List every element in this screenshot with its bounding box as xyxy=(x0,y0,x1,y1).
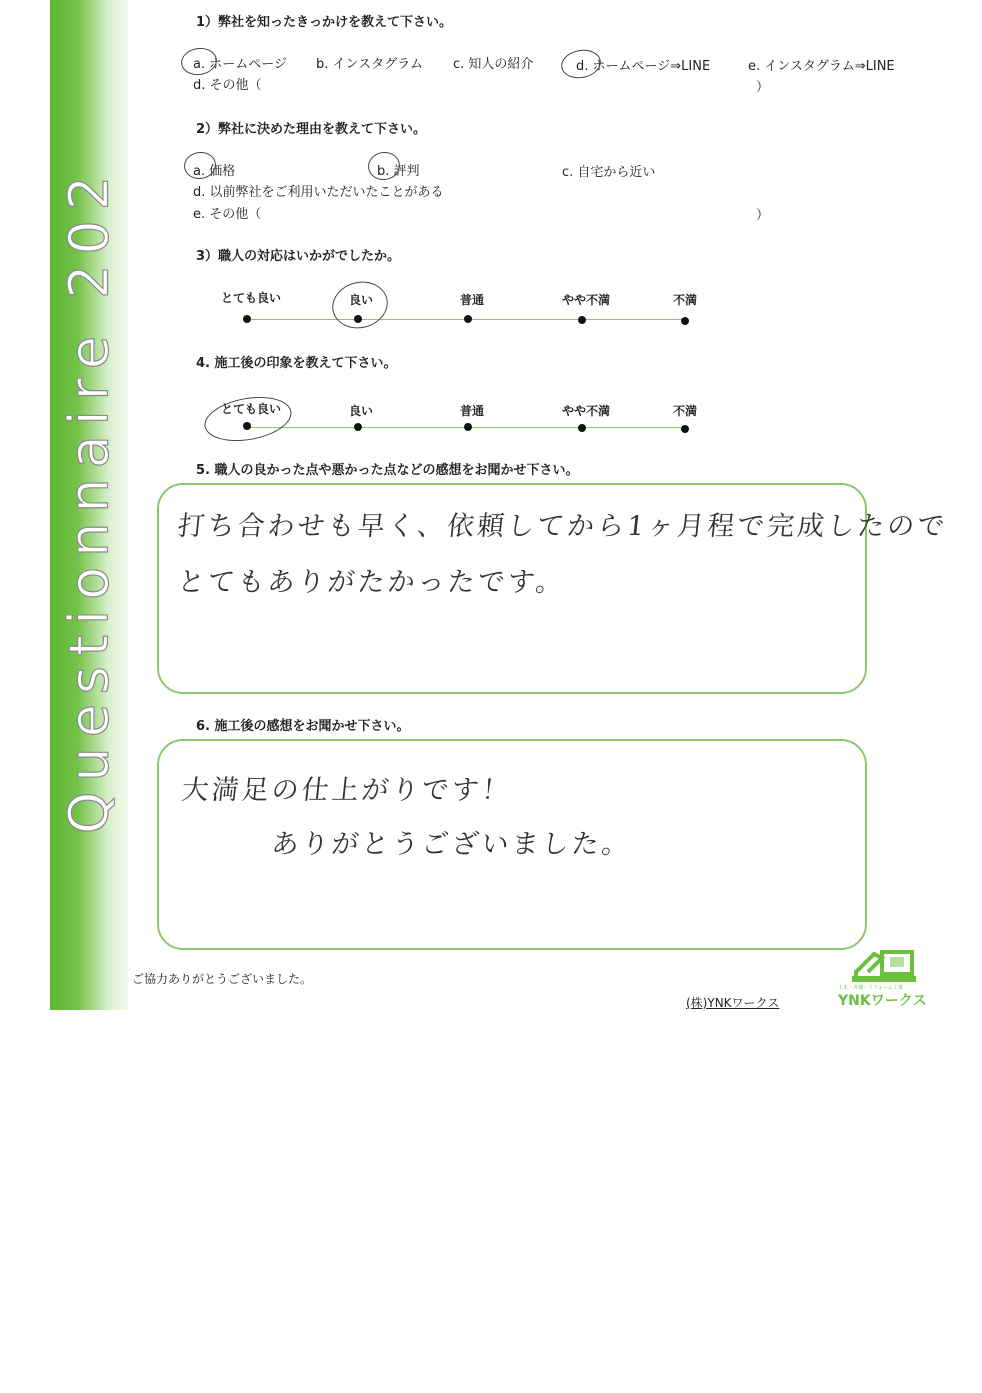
q2-option-a[interactable]: a. 価格 xyxy=(193,164,236,179)
q4-scale-point-4[interactable] xyxy=(578,424,586,432)
q1-close-paren: ） xyxy=(756,80,770,95)
q3-scale-point-4[interactable] xyxy=(578,316,586,324)
q5-question: 5. 職人の良かった点や悪かった点などの感想をお聞かせ下さい。 xyxy=(196,463,579,478)
q3-scale-label-3: 普通 xyxy=(459,293,485,307)
logo-tagline: 土木・外構・リフォーム工事 xyxy=(838,985,903,991)
q6-answer-line-1: 大満足の仕上がりです！ xyxy=(180,775,514,806)
ynk-logo xyxy=(838,944,928,1010)
q3-scale-point-1[interactable] xyxy=(243,315,251,323)
q5-answer-line-2: とてもありがたかったです。 xyxy=(176,567,568,598)
q1-option-a[interactable]: a. ホームページ xyxy=(193,57,287,72)
q2-close-paren: ） xyxy=(756,208,770,223)
q3-scale-label-1: とても良い xyxy=(220,291,282,305)
q1-option-d[interactable]: d. ホームページ⇒LINE xyxy=(576,59,711,74)
q1-option-b[interactable]: b. インスタグラム xyxy=(316,57,423,72)
excavator-icon xyxy=(838,944,928,988)
q4-scale-label-3: 普通 xyxy=(459,404,485,418)
q3-question: 3）職人の対応はいかがでしたか。 xyxy=(196,249,401,264)
logo-text: YNKワークス xyxy=(838,993,927,1009)
q3-scale-label-5: 不満 xyxy=(672,293,698,307)
q4-scale-label-1: とても良い xyxy=(220,402,282,416)
q6-question: 6. 施工後の感想をお聞かせ下さい。 xyxy=(196,719,410,734)
q4-scale-label-5: 不満 xyxy=(672,404,698,418)
q4-question: 4. 施工後の印象を教えて下さい。 xyxy=(196,356,397,371)
q1-selection-circle-d xyxy=(559,47,603,82)
q4-scale-point-5[interactable] xyxy=(681,425,689,433)
q1-option-other[interactable]: d. その他（ xyxy=(193,78,262,93)
q1-question: 1）弊社を知ったきっかけを教えて下さい。 xyxy=(196,15,453,30)
q2-option-d[interactable]: d. 以前弊社をご利用いただいたことがある xyxy=(193,185,444,200)
q2-option-other[interactable]: e. その他（ xyxy=(193,207,262,222)
q3-scale-point-5[interactable] xyxy=(681,317,689,325)
q2-option-b[interactable]: b. 評判 xyxy=(377,164,420,179)
company-name: (株)YNKワークス xyxy=(686,996,780,1010)
q4-scale-point-3[interactable] xyxy=(464,423,472,431)
q5-answer-line-1: 打ち合わせも早く、依頼してから1ヶ月程で完成したので xyxy=(176,511,949,542)
q3-scale-label-4: やや不満 xyxy=(561,293,611,307)
q4-scale-point-2[interactable] xyxy=(354,423,362,431)
q2-question: 2）弊社に決めた理由を教えて下さい。 xyxy=(196,122,427,137)
q1-selection-circle-a xyxy=(179,46,218,78)
q2-option-c[interactable]: c. 自宅から近い xyxy=(562,165,656,180)
q4-scale-label-4: やや不満 xyxy=(561,404,611,418)
q4-scale-label-2: 良い xyxy=(348,404,374,418)
sidebar-title: Questionnaire 202 xyxy=(57,165,121,835)
q6-answer-line-2: ありがとうございました。 xyxy=(270,829,634,860)
q3-scale-point-3[interactable] xyxy=(464,315,472,323)
thanks-message: ご協力ありがとうございました。 xyxy=(132,972,313,986)
q1-option-e[interactable]: e. インスタグラム⇒LINE xyxy=(748,59,895,74)
q3-selection-circle xyxy=(327,276,392,334)
q3-scale-label-2: 良い xyxy=(348,293,374,307)
q1-option-c[interactable]: c. 知人の紹介 xyxy=(453,57,534,72)
